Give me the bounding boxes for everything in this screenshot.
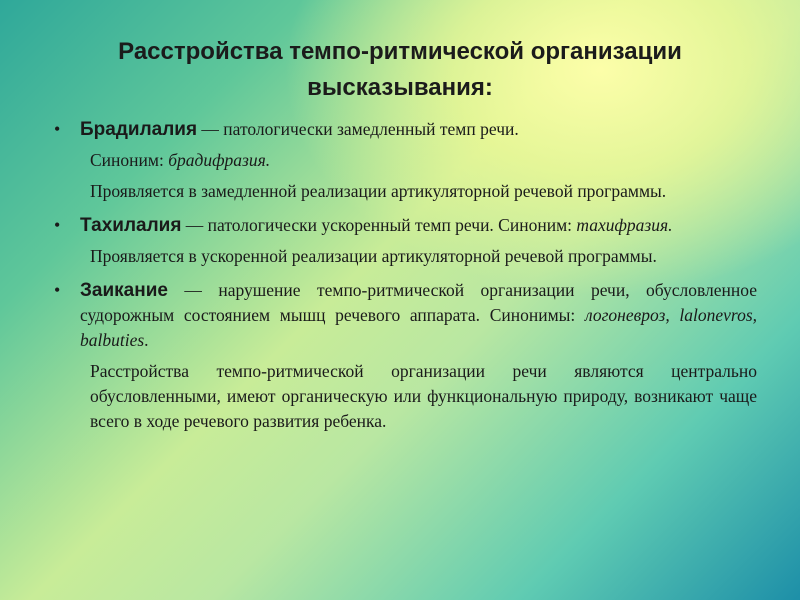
bullet-icon: • xyxy=(54,215,61,235)
tahilalia-definition: патологически ускоренный темп речи. Синоним: xyxy=(207,215,577,235)
content-body xyxy=(52,117,757,434)
bradilalia-synonym-label: Синоним: xyxy=(90,150,169,170)
tahilalia-term: Тахилалия xyxy=(80,215,182,236)
zaikanie-synonym-end: . xyxy=(144,330,149,350)
bullet-icon: • xyxy=(54,280,61,300)
slide-title xyxy=(60,34,740,106)
bradilalia-synonym-value: брадифразия. xyxy=(168,150,271,170)
title-line-1: Расстройства темпо-ритмической организации xyxy=(118,38,682,65)
zaikanie-definition: нарушение темпо-ритмической организации речи, обусловленное судорожным состоянием мышц речевого аппарата. Синонимы: xyxy=(80,280,757,325)
bullet-icon: • xyxy=(54,119,61,139)
title-line-2: высказывания: xyxy=(307,74,493,101)
tahilalia-item xyxy=(52,213,757,238)
tahilalia-dash: — xyxy=(181,215,208,235)
tahilalia-manifestation: Проявляется в ускоренной реализации артикуляторной речевой программы. xyxy=(90,246,657,266)
bradilalia-synonym xyxy=(52,148,757,173)
zaikanie-item xyxy=(52,278,757,353)
bradilalia-definition: патологически замедленный темп речи. xyxy=(223,119,519,139)
zaikanie-term: Заикание xyxy=(80,280,168,301)
bradilalia-item xyxy=(52,117,757,142)
bradilalia-manifestation: Проявляется в замедленной реализации артикуляторной речевой программы. xyxy=(90,181,667,201)
zaikanie-synonym-value: логоневроз, lalonevros, balbuties xyxy=(80,305,757,350)
bradilalia-term: Брадилалия xyxy=(80,119,198,140)
zaikanie-dash: — xyxy=(167,280,219,300)
zaikanie-manifestation: Расстройства темпо-ритмической организации речи являются центрально обусловленными, имеют органическую или функциональную природу, возникают чаще всего в ходе речевого развития ребенка. xyxy=(90,361,757,431)
tahilalia-synonym-value: тахифразия. xyxy=(576,215,673,235)
bradilalia-dash: — xyxy=(197,119,224,139)
